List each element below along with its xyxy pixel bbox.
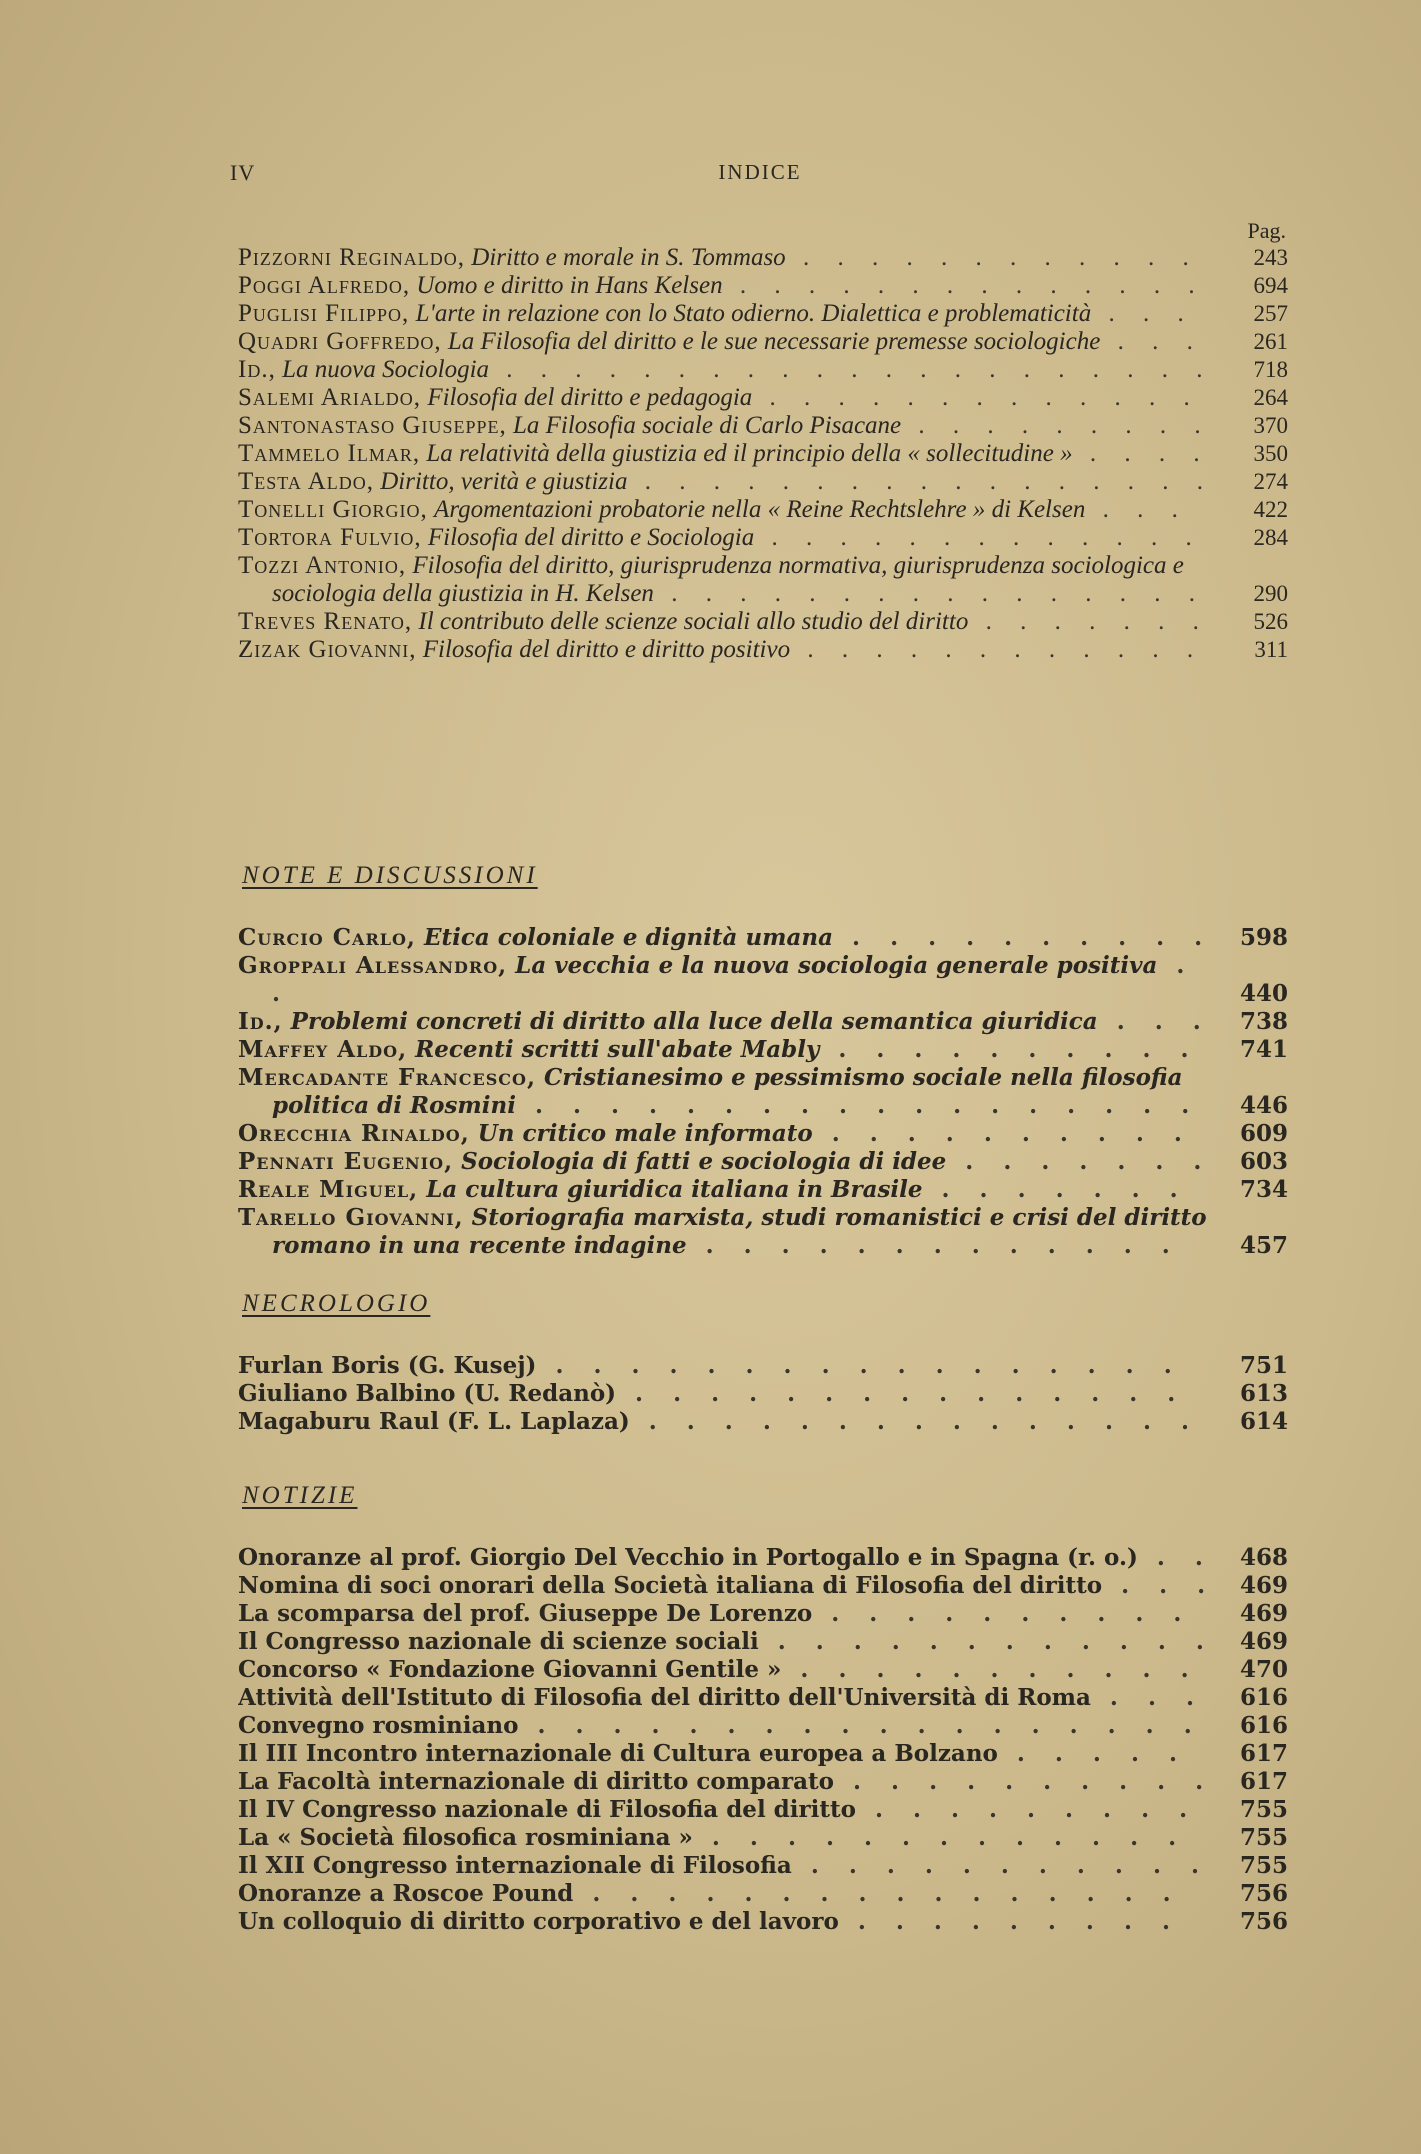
entry-text xyxy=(238,1204,1218,1260)
entry-title: Cristianesimo e pessimismo sociale nella filosofia politica di Rosmini xyxy=(272,1064,1183,1119)
entry-author: Orecchia Rinaldo, xyxy=(238,1120,470,1147)
entry-text xyxy=(238,952,1218,1008)
entry-page-number: 446 xyxy=(1239,1092,1288,1119)
index-entry xyxy=(238,608,1288,636)
entry-page-number: 422 xyxy=(1253,497,1288,522)
leader-dots: . . . xyxy=(1100,328,1204,355)
index-entry xyxy=(238,356,1288,384)
index-entry xyxy=(238,1148,1288,1176)
entry-page-number: 261 xyxy=(1253,329,1288,354)
entry-author: Quadri Goffredo, xyxy=(238,328,442,355)
entry-text xyxy=(238,1880,1218,1908)
entry-page-number: 603 xyxy=(1239,1148,1288,1175)
entry-page-number: 718 xyxy=(1253,357,1288,382)
entry-page-number: 469 xyxy=(1239,1572,1288,1599)
entry-text xyxy=(238,384,1218,412)
leader-dots: . . . xyxy=(1097,1008,1212,1035)
entry-title: Un colloquio di diritto corporativo e del lavoro xyxy=(238,1908,839,1935)
entry-title: Magaburu Raul (F. L. Laplaza) xyxy=(238,1408,630,1435)
entry-author: Mercadante Francesco, xyxy=(238,1064,536,1091)
index-entry xyxy=(238,328,1288,356)
index-entry xyxy=(238,1824,1288,1852)
entry-text xyxy=(238,1036,1218,1064)
leader-dots: . . . . . . . . . xyxy=(901,412,1212,439)
index-entry xyxy=(238,1768,1288,1796)
index-entry xyxy=(238,1656,1288,1684)
entry-title: Onoranze a Roscoe Pound xyxy=(238,1880,574,1907)
index-entry xyxy=(238,1008,1288,1036)
index-entry xyxy=(238,1908,1288,1936)
entry-author: Santonastaso Giuseppe, xyxy=(238,412,507,439)
entry-page-number: 469 xyxy=(1239,1600,1288,1627)
entry-title: Sociologia di fatti e sociologia di idee xyxy=(461,1148,947,1175)
entry-author: Zizak Giovanni, xyxy=(238,636,417,663)
entry-text xyxy=(238,552,1218,608)
entry-page-number: 614 xyxy=(1239,1408,1288,1435)
entry-page-number: 755 xyxy=(1239,1852,1288,1879)
index-entry xyxy=(238,1572,1288,1600)
entry-page-number: 756 xyxy=(1239,1908,1288,1935)
entry-title: Diritto e morale in S. Tommaso xyxy=(471,244,786,271)
leader-dots: . . . . . . . . . . xyxy=(833,924,1214,951)
entry-page-number: 756 xyxy=(1239,1880,1288,1907)
entry-title: Furlan Boris (G. Kusej) xyxy=(238,1352,537,1379)
entry-page-number: 469 xyxy=(1239,1628,1288,1655)
leader-dots: . . . . . . . . . . xyxy=(812,1600,1193,1627)
leader-dots: . . . . . . . . . . . . . xyxy=(686,1232,1181,1259)
entry-title: Nomina di soci onorari della Società italiana di Filosofia del diritto xyxy=(238,1572,1103,1599)
necrologio-entry-list xyxy=(238,1352,1288,1436)
entry-page-number: 440 xyxy=(1239,980,1288,1007)
entry-author: Poggi Alfredo, xyxy=(238,272,411,299)
entry-page-number: 755 xyxy=(1239,1796,1288,1823)
index-entry xyxy=(238,1204,1288,1260)
entry-title: Uomo e diritto in Hans Kelsen xyxy=(416,272,723,299)
note-entry-list xyxy=(238,924,1288,1260)
entry-text xyxy=(238,1824,1218,1852)
entry-text xyxy=(238,300,1218,328)
entry-text xyxy=(238,924,1218,952)
entry-text xyxy=(238,1684,1218,1712)
index-entry xyxy=(238,636,1288,664)
entry-page-number: 284 xyxy=(1253,525,1288,550)
leader-dots: . . . . . . . xyxy=(968,608,1210,635)
entry-title: Il III Incontro internazionale di Cultura europea a Bolzano xyxy=(238,1740,998,1767)
entry-page-number: 598 xyxy=(1239,924,1288,951)
index-entry xyxy=(238,1880,1288,1908)
entry-text xyxy=(238,496,1218,524)
entry-title: La cultura giuridica italiana in Brasile xyxy=(426,1176,923,1203)
entry-page-number: 257 xyxy=(1253,301,1288,326)
leader-dots: . . . . . . . . . . xyxy=(812,1120,1193,1147)
leader-dots: . . . . . . . . . . . . . . . . . xyxy=(536,1352,1183,1379)
leader-dots: . . . . . . . . . . . . xyxy=(790,636,1205,663)
leader-dots: . . . . . . . xyxy=(946,1148,1213,1175)
leader-dots: . . . . . . . . . . . . . . . . . xyxy=(627,468,1214,495)
leader-dots: . . xyxy=(272,952,1196,1007)
entry-text xyxy=(238,1572,1218,1600)
index-entry xyxy=(238,1064,1288,1120)
index-entry xyxy=(238,272,1288,300)
leader-dots: . . . . xyxy=(1072,440,1211,467)
entry-title: La relatività della giustizia ed il principio della « sollecitudine » xyxy=(426,440,1073,467)
entry-title: Onoranze al prof. Giorgio Del Vecchio in Portogallo e in Spagna (r. o.) xyxy=(238,1544,1138,1571)
entry-page-number: 311 xyxy=(1254,637,1288,662)
entry-author: Id., xyxy=(238,356,276,383)
entry-text xyxy=(238,356,1218,384)
entry-page-number: 609 xyxy=(1239,1120,1288,1147)
notizie-entry-list xyxy=(238,1544,1288,1936)
index-entry xyxy=(238,1544,1288,1572)
entry-text xyxy=(238,468,1218,496)
entry-text xyxy=(238,1852,1218,1880)
index-entry xyxy=(238,1712,1288,1740)
entry-page-number: 457 xyxy=(1239,1232,1288,1259)
entry-title: Argomentazioni probatorie nella « Reine Rechtslehre » di Kelsen xyxy=(434,496,1086,523)
running-title: INDICE xyxy=(718,160,802,184)
index-entry xyxy=(238,1684,1288,1712)
entry-author: Pizzorni Reginaldo, xyxy=(238,244,466,271)
entry-title: Filosofia del diritto, giurisprudenza normativa, giurisprudenza sociologica e sociologia della giustizia in H. Kelsen xyxy=(272,552,1184,607)
leader-dots: . . . . . . . . . . . . . . . xyxy=(629,1408,1200,1435)
leader-dots: . . . . . . . . . . . . . xyxy=(692,1824,1188,1851)
leader-dots: . . . . . . . . . . . . . . . . xyxy=(573,1880,1182,1907)
entry-text xyxy=(238,636,1218,664)
leader-dots: . . . . . . . . . . . . xyxy=(758,1628,1215,1655)
leader-dots: . . . . . . . . . . . xyxy=(791,1852,1210,1879)
entry-author: Id., xyxy=(238,1008,283,1035)
index-entry xyxy=(238,496,1288,524)
entry-author: Reale Miguel, xyxy=(238,1176,419,1203)
entry-title: La « Società filosofica rosminiana » xyxy=(238,1824,693,1851)
pag-label: Pag. xyxy=(1247,218,1286,243)
index-entry xyxy=(238,1408,1288,1436)
entry-page-number: 350 xyxy=(1253,441,1288,466)
entry-text xyxy=(238,1176,1218,1204)
entry-author: Tarello Giovanni, xyxy=(238,1204,464,1231)
entry-title: Filosofia del diritto e Sociologia xyxy=(427,524,755,551)
leader-dots: . . . . . . . . . . xyxy=(834,1768,1215,1795)
leader-dots: . . . xyxy=(1085,496,1189,523)
entry-text xyxy=(238,244,1218,272)
entry-page-number: 290 xyxy=(1253,581,1288,606)
index-entry xyxy=(238,1352,1288,1380)
entry-title: La scomparsa del prof. Giuseppe De Lorenzo xyxy=(238,1600,813,1627)
entry-text xyxy=(238,412,1218,440)
entry-page-number: 755 xyxy=(1239,1824,1288,1851)
entry-page-number: 617 xyxy=(1239,1740,1288,1767)
entry-title: Problemi concreti di diritto alla luce della semantica giuridica xyxy=(290,1008,1098,1035)
leader-dots: . . . . . . . . . . . xyxy=(781,1656,1200,1683)
main-index-section xyxy=(238,218,1288,664)
entry-title: Giuliano Balbino (U. Redanò) xyxy=(238,1380,617,1407)
index-entry xyxy=(238,952,1288,1008)
leader-dots: . . . . . . . xyxy=(922,1176,1189,1203)
entry-page-number: 243 xyxy=(1253,245,1288,270)
necrologio-section xyxy=(238,1290,1288,1436)
entry-text xyxy=(238,1656,1218,1684)
entry-title: Recenti scritti sull'abate Mably xyxy=(415,1036,820,1063)
leader-dots: . . . . . . . . . . . . . . . . . . . . . xyxy=(489,356,1214,383)
entry-author: Salemi Arialdo, xyxy=(238,384,422,411)
index-entry xyxy=(238,1036,1288,1064)
index-entry xyxy=(238,440,1288,468)
entry-text xyxy=(238,1768,1218,1796)
index-entry xyxy=(238,1380,1288,1408)
entry-title: L'arte in relazione con lo Stato odierno. Dialettica e problematicità xyxy=(415,300,1092,327)
index-entry xyxy=(238,1852,1288,1880)
entry-page-number: 751 xyxy=(1239,1352,1288,1379)
entry-page-number: 616 xyxy=(1239,1684,1288,1711)
index-entry xyxy=(238,524,1288,552)
entry-page-number: 526 xyxy=(1253,609,1288,634)
page-number: IV xyxy=(230,160,256,185)
entry-title: La Facoltà internazionale di diritto comparato xyxy=(238,1768,835,1795)
index-entry xyxy=(238,300,1288,328)
entry-page-number: 264 xyxy=(1253,385,1288,410)
entry-title: Concorso « Fondazione Giovanni Gentile » xyxy=(238,1656,782,1683)
entry-author: Maffey Aldo, xyxy=(238,1036,408,1063)
entry-text xyxy=(238,1796,1218,1824)
leader-dots: . . . . . . . . . . . . xyxy=(785,244,1200,271)
entry-text xyxy=(238,1600,1218,1628)
entry-page-number: 734 xyxy=(1239,1176,1288,1203)
leader-dots: . . . xyxy=(1091,300,1195,327)
entry-title: Un critico male informato xyxy=(477,1120,813,1147)
entry-text xyxy=(238,1148,1218,1176)
entry-author: Tozzi Antonio, xyxy=(238,552,407,579)
entry-title: Filosofia del diritto e pedagogia xyxy=(427,384,753,411)
leader-dots: . . . . . . . . . . . . . . . xyxy=(616,1380,1187,1407)
leader-dots: . . . . . . . . . . . . . . . . . . xyxy=(515,1092,1201,1119)
entry-text xyxy=(238,608,1218,636)
leader-dots: . . . . . . . . . xyxy=(838,1908,1181,1935)
entry-title: Filosofia del diritto e diritto positivo xyxy=(422,636,791,663)
index-entry xyxy=(238,1176,1288,1204)
entry-title: Attività dell'Istituto di Filosofia del diritto dell'Università di Roma xyxy=(238,1684,1091,1711)
entry-page-number: 738 xyxy=(1239,1008,1288,1035)
entry-text xyxy=(238,1628,1218,1656)
leader-dots: . . . . . . . . . . . . . . . . xyxy=(653,580,1206,607)
leader-dots: . . xyxy=(1137,1544,1214,1571)
entry-page-number: 470 xyxy=(1239,1656,1288,1683)
leader-dots: . . . . . . . . . . . . . . xyxy=(722,272,1206,299)
index-entry xyxy=(238,1740,1288,1768)
entry-title: La Filosofia sociale di Carlo Pisacane xyxy=(512,412,902,439)
entry-text xyxy=(238,1908,1218,1936)
index-entry xyxy=(238,1628,1288,1656)
leader-dots: . . . xyxy=(1102,1572,1217,1599)
main-entry-list xyxy=(238,244,1288,664)
entry-author: Puglisi Filippo, xyxy=(238,300,410,327)
entry-title: Convegno rosminiano xyxy=(238,1712,519,1739)
entry-page-number: 616 xyxy=(1239,1712,1288,1739)
entry-title: Il Congresso nazionale di scienze sociali xyxy=(238,1628,759,1655)
index-entry xyxy=(238,924,1288,952)
entry-text xyxy=(238,1544,1218,1572)
notizie-heading: NOTIZIE xyxy=(242,1482,358,1509)
entry-text xyxy=(238,1120,1218,1148)
entry-author: Pennati Eugenio, xyxy=(238,1148,454,1175)
index-entry xyxy=(238,1600,1288,1628)
entry-author: Curcio Carlo, xyxy=(238,924,416,951)
entry-author: Tortora Fulvio, xyxy=(238,524,422,551)
note-section xyxy=(238,862,1288,1260)
entry-text xyxy=(238,440,1218,468)
entry-page-number: 694 xyxy=(1253,273,1288,298)
entry-page-number: 613 xyxy=(1239,1380,1288,1407)
index-entry xyxy=(238,244,1288,272)
entry-page-number: 274 xyxy=(1253,469,1288,494)
entry-title: Il XII Congresso internazionale di Filosofia xyxy=(238,1852,792,1879)
entry-text xyxy=(238,1712,1218,1740)
note-heading: NOTE E DISCUSSIONI xyxy=(242,862,538,889)
leader-dots: . . . . . . . . . xyxy=(855,1796,1199,1823)
leader-dots: . . . . . . . . . . xyxy=(819,1036,1200,1063)
entry-text xyxy=(238,1008,1218,1036)
index-entry xyxy=(238,384,1288,412)
entry-text xyxy=(238,272,1218,300)
entry-author: Groppali Alessandro, xyxy=(238,952,508,979)
index-entry xyxy=(238,412,1288,440)
index-entry xyxy=(238,1120,1288,1148)
entry-title: Il contributo delle scienze sociali allo studio del diritto xyxy=(418,608,969,635)
entry-title: Etica coloniale e dignità umana xyxy=(423,924,834,951)
entry-title: Il IV Congresso nazionale di Filosofia del diritto xyxy=(238,1796,856,1823)
index-entry xyxy=(238,552,1288,608)
necrologio-heading: NECROLOGIO xyxy=(242,1290,431,1317)
notizie-section xyxy=(238,1482,1288,1936)
entry-text xyxy=(238,1408,1218,1436)
leader-dots: . . . . . . . . . . . . . xyxy=(754,524,1203,551)
entry-author: Treves Renato, xyxy=(238,608,413,635)
entry-title: La Filosofia del diritto e le sue necessarie premesse sociologiche xyxy=(447,328,1101,355)
index-entry xyxy=(238,468,1288,496)
entry-title: La vecchia e la nuova sociologia generale positiva xyxy=(515,952,1158,979)
entry-page-number: 617 xyxy=(1239,1768,1288,1795)
entry-author: Testa Aldo, xyxy=(238,468,374,495)
entry-page-number: 741 xyxy=(1239,1036,1288,1063)
page-header xyxy=(230,160,1290,190)
entry-text xyxy=(238,1380,1218,1408)
entry-text xyxy=(238,1740,1218,1768)
entry-page-number: 370 xyxy=(1253,413,1288,438)
entry-title: Diritto, verità e giustizia xyxy=(380,468,628,495)
entry-author: Tonelli Giorgio, xyxy=(238,496,428,523)
index-entry xyxy=(238,1796,1288,1824)
entry-text xyxy=(238,1064,1218,1120)
leader-dots: . . . xyxy=(1090,1684,1205,1711)
entry-title: La nuova Sociologia xyxy=(282,356,490,383)
entry-text xyxy=(238,524,1218,552)
entry-text xyxy=(238,1352,1218,1380)
entry-text xyxy=(238,328,1218,356)
entry-author: Tammelo Ilmar, xyxy=(238,440,421,467)
entry-title: Storiografia marxista, studi romanistici e crisi del diritto romano in una recente indagine xyxy=(272,1204,1207,1259)
leader-dots: . . . . . . . . . . . . . xyxy=(752,384,1201,411)
leader-dots: . . . . . xyxy=(997,1740,1188,1767)
entry-page-number: 468 xyxy=(1239,1544,1288,1571)
leader-dots: . . . . . . . . . . . . . . . . . . xyxy=(518,1712,1203,1739)
